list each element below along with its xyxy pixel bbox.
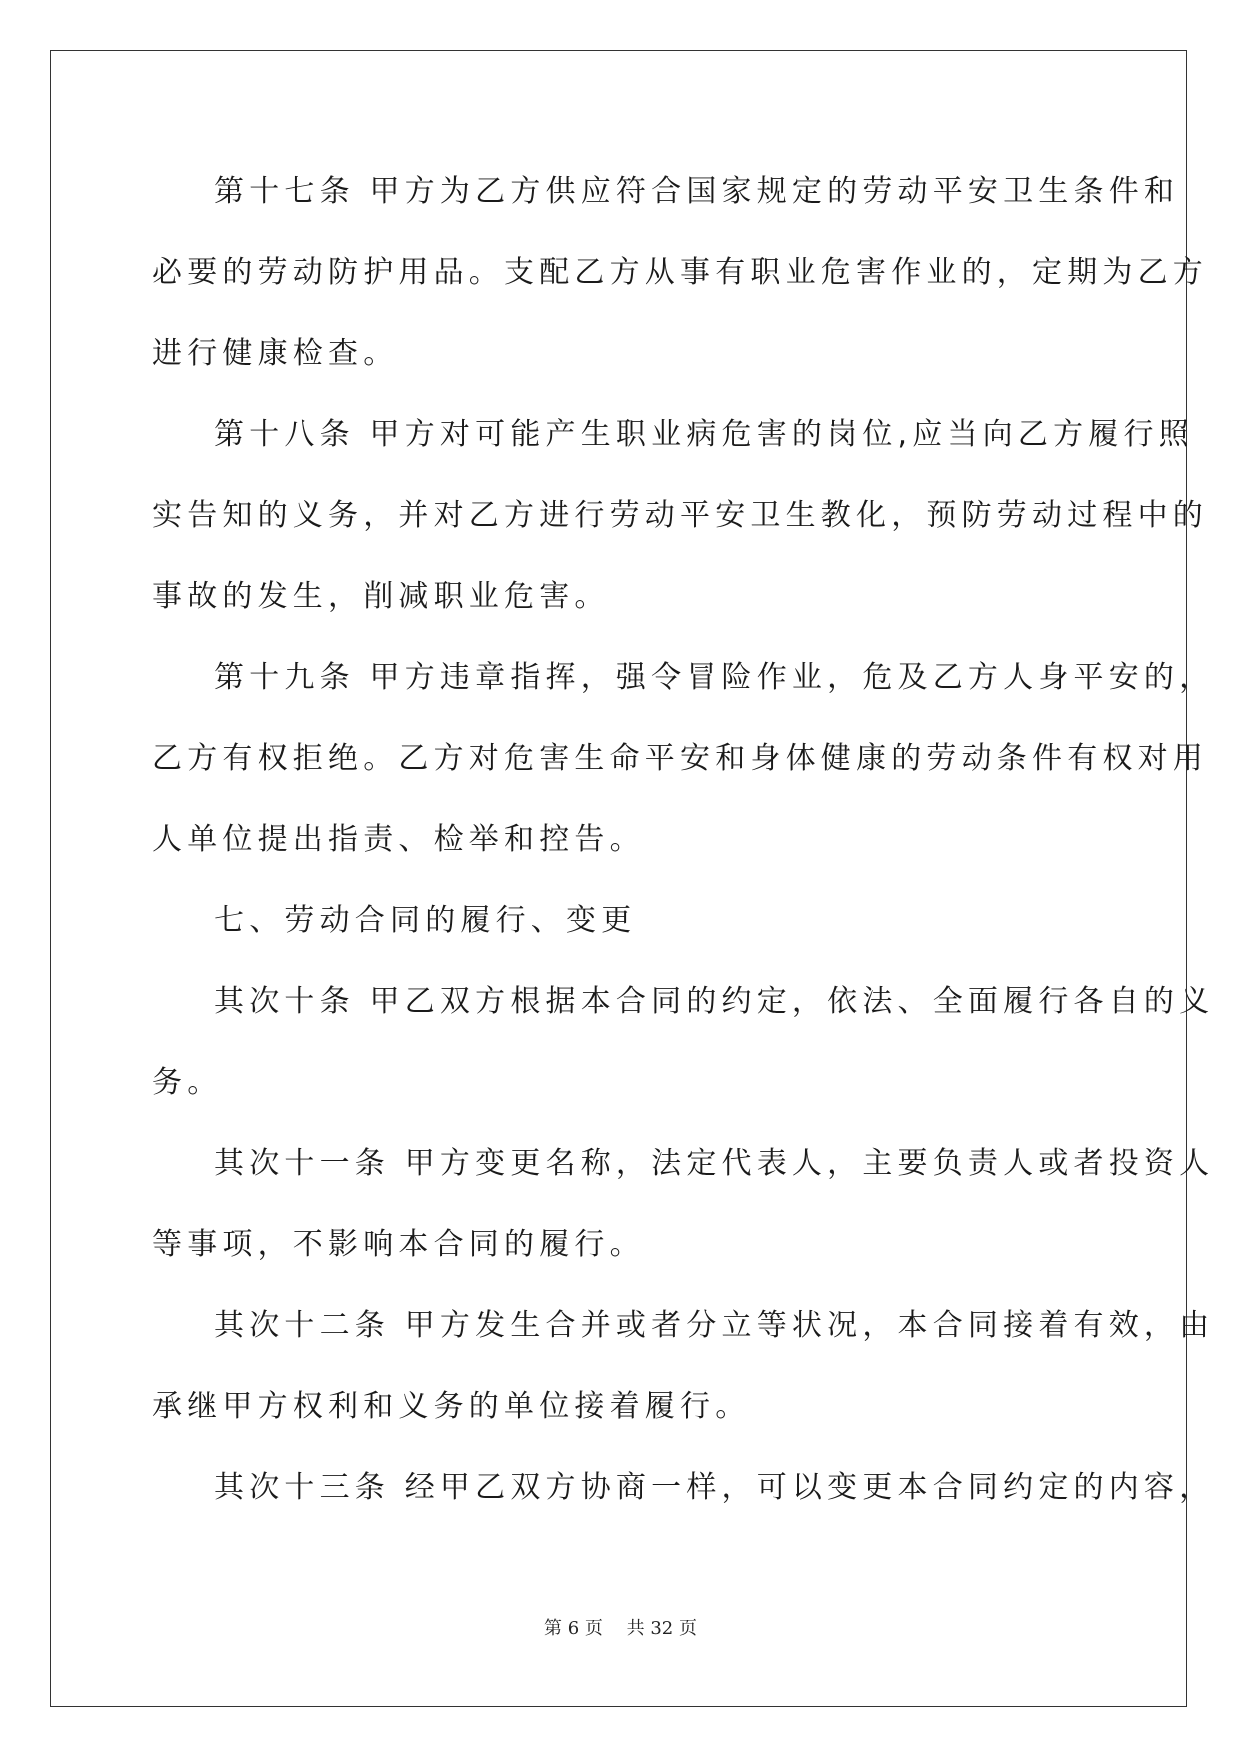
text-line: 其次十二条 甲方发生合并或者分立等状况，本合同接着有效，由 xyxy=(214,1308,1215,1343)
text-line: 其次十一条 甲方变更名称，法定代表人，主要负责人或者投资人 xyxy=(214,1146,1215,1181)
text-line: 第十七条 甲方为乙方供应符合国家规定的劳动平安卫生条件和 xyxy=(214,174,1180,209)
text-line: 进行健康检查。 xyxy=(152,336,399,371)
text-line: 必要的劳动防护用品。支配乙方从事有职业危害作业的，定期为乙方 xyxy=(152,255,1208,290)
text-line: 其次十三条 经甲乙双方协商一样，可以变更本合同约定的内容， xyxy=(214,1470,1215,1505)
text-line: 承继甲方权利和义务的单位接着履行。 xyxy=(152,1389,751,1424)
text-line: 实告知的义务，并对乙方进行劳动平安卫生教化，预防劳动过程中的 xyxy=(152,498,1208,533)
text-line: 等事项，不影响本合同的履行。 xyxy=(152,1227,645,1262)
text-line: 务。 xyxy=(152,1065,223,1100)
text-line: 乙方有权拒绝。乙方对危害生命平安和身体健康的劳动条件有权对用 xyxy=(152,741,1208,776)
text-line: 事故的发生，削减职业危害。 xyxy=(152,579,610,614)
page-number-footer: 第 6 页 共 32 页 xyxy=(544,1618,697,1639)
text-line: 人单位提出指责、检举和控告。 xyxy=(152,822,645,857)
text-line: 第十九条 甲方违章指挥，强令冒险作业，危及乙方人身平安的， xyxy=(214,660,1215,695)
page-border xyxy=(50,50,1187,1707)
section-heading: 七、劳动合同的履行、变更 xyxy=(214,903,637,938)
text-line: 其次十条 甲乙双方根据本合同的约定，依法、全面履行各自的义 xyxy=(214,984,1215,1019)
text-line: 第十八条 甲方对可能产生职业病危害的岗位,应当向乙方履行照 xyxy=(214,417,1194,452)
